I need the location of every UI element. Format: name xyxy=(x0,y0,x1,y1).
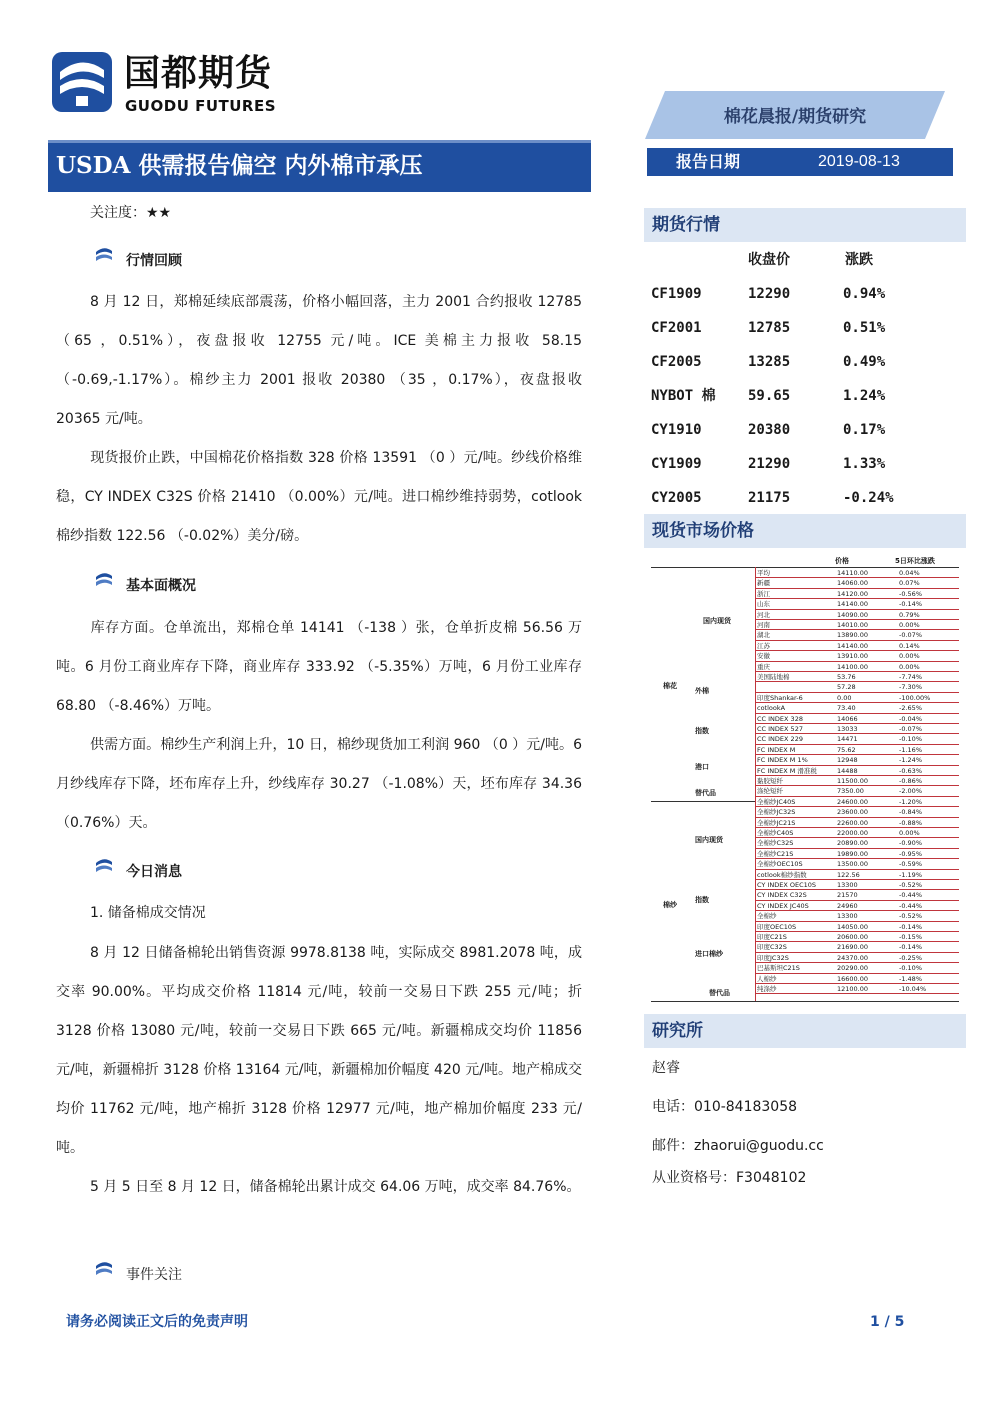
quote-name: NYBOT 棉 xyxy=(651,388,716,404)
spot-name: 平均 xyxy=(757,569,770,577)
quote-name: CY1910 xyxy=(651,422,702,438)
paragraph-review-1 xyxy=(56,283,582,439)
spot-name: CY INDEX OEC10S xyxy=(757,881,817,889)
table-row xyxy=(755,786,959,796)
spot-change: 0.00% xyxy=(899,621,920,629)
quote-price: 21175 xyxy=(748,490,791,506)
table-row xyxy=(755,776,959,786)
spot-price: 24370.00 xyxy=(837,953,869,962)
futures-quotes-header: 期货行情 xyxy=(644,208,966,242)
spot-name: 巴基斯坦C21S xyxy=(757,964,800,973)
spot-change: -0.04% xyxy=(899,714,922,723)
section-title-fundamental: 基本面概况 xyxy=(126,578,196,594)
spot-change: -0.10% xyxy=(899,735,922,744)
quote-price: 12290 xyxy=(748,286,791,302)
spot-col-change: 5日环比涨跌 xyxy=(895,557,935,565)
spot-name: CY INDEX C32S xyxy=(757,891,807,900)
spot-group-substitute: 替代品 xyxy=(695,789,716,797)
spot-price: 57.28 xyxy=(837,683,856,692)
spot-change: -1.19% xyxy=(899,870,922,879)
spot-name: 全棉纱C21S xyxy=(757,849,794,858)
quotes-col-change: 涨跌 xyxy=(845,252,873,268)
research-header: 研究所 xyxy=(644,1014,966,1048)
spot-change: -0.56% xyxy=(899,589,922,598)
spot-price: 14140.00 xyxy=(837,641,869,650)
spot-price: 20600.00 xyxy=(837,933,869,941)
section-title-review: 行情回顾 xyxy=(126,253,182,269)
spot-name: 重庆 xyxy=(757,662,770,671)
spot-name: 河南 xyxy=(757,621,770,629)
spot-name: 安徽 xyxy=(757,652,770,661)
table-row xyxy=(755,984,959,994)
quote-price: 21290 xyxy=(748,456,791,472)
spot-change: 0.14% xyxy=(899,641,920,650)
spot-price: 14488 xyxy=(837,766,858,775)
quote-name: CF1909 xyxy=(651,286,702,302)
quote-change: 0.17% xyxy=(843,422,886,438)
table-row xyxy=(755,942,959,952)
spot-name: CC INDEX 328 xyxy=(757,714,803,723)
table-row xyxy=(755,870,959,880)
spot-name: 全棉纱 xyxy=(757,912,777,921)
table-row xyxy=(755,766,959,776)
table-row xyxy=(755,797,959,807)
table-row xyxy=(755,641,959,651)
spot-price: 22000.00 xyxy=(837,829,869,837)
swirl-icon xyxy=(94,571,114,589)
paragraph-text: 现货报价止跌，中国棉花价格指数 328 价格 13591 （0 ）元/吨。纱线价格维稳，CY INDEX C32S 价格 21410 （0.00%）元/吨。进口棉纱维持弱势，cotlook 棉纱指数 122.56 （-0.02%）美分/磅。 xyxy=(56,450,582,544)
spot-name: cotlook棉纱指数 xyxy=(757,870,807,879)
attention-level: 关注度：★★ xyxy=(90,205,172,221)
spot-change: 0.00% xyxy=(899,829,920,837)
paragraph-review-2 xyxy=(56,439,582,556)
spot-name: cotlookA xyxy=(757,704,786,713)
quote-change: -0.24% xyxy=(843,490,894,506)
spot-name: 印度OEC10S xyxy=(757,922,797,931)
spot-change: -7.74% xyxy=(899,673,922,681)
paragraph-text: 8 月 12 日储备棉轮出销售资源 9978.8138 吨，实际成交 8981.2078 吨，成交率 90.00%。平均成交价格 11814 元/吨，较前一交易日下跌 255 元/吨；折 3128 价格 13080 元/吨，较前一交易日下跌 665 元/吨。新疆棉成交均价 11856 元/吨，新疆棉折 3128 价格 13164 元/吨，新疆棉加价幅度 420 元/吨。地产棉成交均价 11762 元/吨，地产棉折 3128 价格 12977 元/吨，地产棉加价幅度 233 元/吨。 xyxy=(56,945,582,1156)
spot-name: 美国陆地棉 xyxy=(757,673,790,681)
spot-change: -0.63% xyxy=(899,766,922,775)
spot-group-index: 指数 xyxy=(695,727,709,735)
spot-name: 全棉纱JC21S xyxy=(757,818,796,827)
spot-name: CC INDEX 527 xyxy=(757,725,803,733)
spot-col-price: 价格 xyxy=(835,557,849,565)
paragraph-fundamental-2 xyxy=(56,726,582,843)
spot-change: 0.00% xyxy=(899,652,920,661)
logo-chinese: 国都期货 xyxy=(124,53,273,94)
spot-price: 13910.00 xyxy=(837,652,869,661)
spot-price: 13890.00 xyxy=(837,631,869,640)
paragraph-fundamental-1 xyxy=(56,609,582,726)
spot-price: 21570 xyxy=(837,891,858,900)
table-row xyxy=(755,849,959,859)
section-title-events: 事件关注 xyxy=(126,1267,182,1283)
spot-group-foreign: 外棉 xyxy=(695,687,709,695)
spot-name: 全棉纱C32S xyxy=(757,839,794,848)
quote-change: 1.33% xyxy=(843,456,886,472)
spot-name: 印度JC32S xyxy=(757,953,789,962)
spot-change: -0.59% xyxy=(899,860,922,869)
spot-price: 13300 xyxy=(837,912,858,921)
spot-group-yarn-domestic: 国内现货 xyxy=(695,836,723,844)
analyst-email: 邮件：zhaorui@guodu.cc xyxy=(652,1138,824,1154)
guodu-logo-icon xyxy=(52,52,112,112)
swirl-icon xyxy=(94,1260,114,1278)
table-row xyxy=(755,880,959,890)
spot-change: -0.07% xyxy=(899,725,922,733)
quote-price: 20380 xyxy=(748,422,791,438)
quotes-col-price: 收盘价 xyxy=(748,252,790,268)
spot-price: 20290.00 xyxy=(837,964,869,973)
spot-price: 13500.00 xyxy=(837,860,869,869)
table-row xyxy=(755,734,959,744)
spot-name: 黏胶短纤 xyxy=(757,777,783,785)
spot-name: 山东 xyxy=(757,600,770,609)
quote-change: 1.24% xyxy=(843,388,886,404)
spot-price: 24960 xyxy=(837,901,858,910)
spot-change: -0.15% xyxy=(899,933,922,941)
quote-name: CY2005 xyxy=(651,490,702,506)
table-row xyxy=(755,578,959,588)
table-row xyxy=(755,630,959,640)
spot-price: 13033 xyxy=(837,725,858,733)
spot-name: 全棉纱C40S xyxy=(757,829,794,837)
spot-change: -0.90% xyxy=(899,839,922,848)
paragraph-text: 供需方面。棉纱生产利润上升，10 日，棉纱现货加工利润 960 （0 ）元/吨。6 月纱线库存下降，坯布库存上升，纱线库存 30.27 （-1.08%）天，坯布库存 34.36 （0.76%）天。 xyxy=(56,737,582,831)
date-label: 报告日期 xyxy=(676,152,741,171)
table-row xyxy=(755,724,959,734)
table-row xyxy=(755,672,959,682)
spot-change: -0.84% xyxy=(899,808,922,817)
spot-price: 19890.00 xyxy=(837,849,869,858)
spot-change: -0.14% xyxy=(899,600,922,609)
quote-name: CF2001 xyxy=(651,320,702,336)
table-row xyxy=(755,755,959,765)
spot-name: 浙江 xyxy=(757,589,770,598)
spot-price-table xyxy=(651,556,959,1002)
spot-change: -10.04% xyxy=(899,985,927,993)
spot-price: 11500.00 xyxy=(837,777,869,785)
spot-change: -1.24% xyxy=(899,756,922,765)
spot-group-cotton: 棉花 xyxy=(663,682,677,690)
paragraph-text: 1. 储备棉成交情况 xyxy=(90,905,206,921)
swirl-icon xyxy=(94,857,114,875)
spot-change: -0.88% xyxy=(899,818,922,827)
table-row xyxy=(755,745,959,755)
disclaimer-link[interactable]: 请务必阅读正文后的免责声明 xyxy=(66,1314,248,1330)
table-row xyxy=(755,682,959,692)
table-row xyxy=(755,610,959,620)
spot-price: 7350.00 xyxy=(837,787,864,796)
spot-change: 0.04% xyxy=(899,569,920,577)
report-title: USDA 供需报告偏空 内外棉市承压 xyxy=(56,152,423,179)
table-row xyxy=(755,932,959,942)
spot-group-yarn-import: 进口棉纱 xyxy=(695,950,723,958)
table-row xyxy=(755,589,959,599)
spot-name: 河北 xyxy=(757,610,770,619)
quote-name: CY1909 xyxy=(651,456,702,472)
spot-group-domestic: 国内现货 xyxy=(703,617,731,625)
spot-price: 73.40 xyxy=(837,704,856,713)
spot-price: 21690.00 xyxy=(837,943,869,952)
quote-change: 0.49% xyxy=(843,354,886,370)
paragraph-news-1 xyxy=(56,934,582,1168)
spot-price: 14120.00 xyxy=(837,589,869,598)
spot-name: CC INDEX 229 xyxy=(757,735,803,744)
table-row xyxy=(755,693,959,703)
spot-price: 20890.00 xyxy=(837,839,869,848)
report-type: 棉花晨报/期货研究 xyxy=(723,107,867,127)
spot-name: 印度Shankar-6 xyxy=(757,693,803,702)
table-row xyxy=(755,828,959,838)
table-row xyxy=(755,890,959,900)
table-row xyxy=(755,953,959,963)
spot-name: CY INDEX JC40S xyxy=(757,901,809,910)
analyst-phone: 电话：010-84183058 xyxy=(652,1099,798,1115)
table-row xyxy=(755,859,959,869)
spot-price: 122.56 xyxy=(837,870,860,879)
table-row xyxy=(755,922,959,932)
table-row xyxy=(755,714,959,724)
quote-change: 0.94% xyxy=(843,286,886,302)
quote-change: 0.51% xyxy=(843,320,886,336)
spot-group-yarn-substitute: 替代品 xyxy=(709,989,730,997)
spot-change: -0.10% xyxy=(899,964,922,973)
table-row xyxy=(755,599,959,609)
spot-price: 14010.00 xyxy=(837,621,869,629)
spot-name: 全棉纱JC32S xyxy=(757,808,796,817)
spot-market-header: 现货市场价格 xyxy=(644,514,966,548)
table-row xyxy=(755,568,959,578)
date-value: 2019-08-13 xyxy=(818,153,900,170)
table-row xyxy=(755,620,959,630)
table-row xyxy=(755,911,959,921)
spot-change: 0.00% xyxy=(899,662,920,671)
spot-change: -0.95% xyxy=(899,849,922,858)
spot-change: -2.00% xyxy=(899,787,922,796)
spot-name: 江苏 xyxy=(757,641,770,650)
spot-name: 涤纶短纤 xyxy=(757,787,783,796)
spot-price: 14066 xyxy=(837,714,858,723)
spot-change: -1.48% xyxy=(899,974,922,983)
spot-name: FC INDEX M xyxy=(757,745,796,754)
spot-change: 0.07% xyxy=(899,579,920,588)
quote-price: 59.65 xyxy=(748,388,791,404)
spot-group-yarn-index: 指数 xyxy=(695,896,709,904)
spot-name: 全棉纱OEC10S xyxy=(757,860,803,869)
spot-change: -0.44% xyxy=(899,891,922,900)
table-row xyxy=(755,703,959,713)
spot-change: -0.14% xyxy=(899,922,922,931)
spot-price: 14060.00 xyxy=(837,579,869,588)
spot-change: -100.00% xyxy=(899,693,931,702)
spot-change: -0.44% xyxy=(899,901,922,910)
spot-name: 纯涤纱 xyxy=(757,985,777,993)
spot-group-yarn: 棉纱 xyxy=(663,901,677,909)
spot-price: 22600.00 xyxy=(837,818,869,827)
spot-change: -0.07% xyxy=(899,631,922,640)
spot-price: 53.76 xyxy=(837,673,856,681)
spot-name: 印度C32S xyxy=(757,943,787,952)
spot-price: 14050.00 xyxy=(837,922,869,931)
spot-change: -0.14% xyxy=(899,943,922,952)
spot-price: 14110.00 xyxy=(837,569,869,577)
spot-group-port: 港口 xyxy=(695,763,709,771)
page-number: 1 / 5 xyxy=(870,1314,905,1330)
spot-name: 人棉纱 xyxy=(757,974,777,983)
spot-change: 0.79% xyxy=(899,610,920,619)
quote-price: 12785 xyxy=(748,320,791,336)
swirl-icon xyxy=(94,246,114,264)
paragraph-news-2 xyxy=(56,1168,582,1207)
quote-name: CF2005 xyxy=(651,354,702,370)
paragraph-text: 8 月 12 日，郑棉延续底部震荡，价格小幅回落，主力 2001 合约报收 12785 （65 ，0.51%），夜盘报收 12755 元/吨。ICE 美棉主力报收 58.15 （-0.69,-1.17%）。棉纱主力 2001 报收 20380 （35 ，0.17%），夜盘报收 20365 元/吨。 xyxy=(56,294,582,427)
table-row xyxy=(755,901,959,911)
spot-price: 23600.00 xyxy=(837,808,869,817)
spot-name: 湖北 xyxy=(757,631,770,640)
table-row xyxy=(755,651,959,661)
table-row xyxy=(755,963,959,973)
table-row xyxy=(755,662,959,672)
spot-change: -7.30% xyxy=(899,683,922,692)
spot-price: 12948 xyxy=(837,756,858,765)
section-title-news: 今日消息 xyxy=(126,864,182,880)
table-row xyxy=(755,807,959,817)
table-row xyxy=(755,974,959,984)
spot-price: 75.62 xyxy=(837,745,856,754)
spot-change: -0.52% xyxy=(899,912,922,921)
spot-change: -2.65% xyxy=(899,704,922,713)
spot-price: 14140.00 xyxy=(837,600,869,609)
spot-name: 印度C21S xyxy=(757,933,787,941)
paragraph-text: 5 月 5 日至 8 月 12 日，储备棉轮出累计成交 64.06 万吨，成交率 84.76%。 xyxy=(90,1179,581,1195)
spot-change: -0.25% xyxy=(899,953,922,962)
table-row xyxy=(755,818,959,828)
spot-price: 14100.00 xyxy=(837,662,869,671)
spot-change: -1.16% xyxy=(899,745,922,754)
spot-price: 14471 xyxy=(837,735,858,744)
table-row xyxy=(755,838,959,848)
quote-price: 13285 xyxy=(748,354,791,370)
spot-price: 16600.00 xyxy=(837,974,869,983)
spot-price: 14090.00 xyxy=(837,610,869,619)
analyst-license: 从业资格号：F3048102 xyxy=(652,1170,807,1186)
spot-price: 13300 xyxy=(837,881,858,889)
logo-english: GUODU FUTURES xyxy=(125,97,277,115)
spot-change: -0.86% xyxy=(899,777,922,785)
analyst-name: 赵睿 xyxy=(652,1060,680,1076)
spot-price: 0.00 xyxy=(837,693,852,702)
spot-name: FC INDEX M 滑准税 xyxy=(757,766,817,775)
spot-change: -1.20% xyxy=(899,797,922,806)
spot-name: FC INDEX M 1% xyxy=(757,756,808,765)
spot-name: 全棉纱JC40S xyxy=(757,797,796,806)
paragraph-text: 库存方面。仓单流出，郑棉仓单 14141 （-138 ）张，仓单折皮棉 56.56 万吨。6 月份工商业库存下降，商业库存 333.92 （-5.35%）万吨，6 月份工业库存 68.80 （-8.46%）万吨。 xyxy=(56,620,582,714)
spot-price: 12100.00 xyxy=(837,985,869,993)
spot-name: 新疆 xyxy=(757,579,770,588)
spot-price: 24600.00 xyxy=(837,797,869,806)
spot-change: -0.52% xyxy=(899,881,922,889)
news-subtitle xyxy=(56,894,582,933)
